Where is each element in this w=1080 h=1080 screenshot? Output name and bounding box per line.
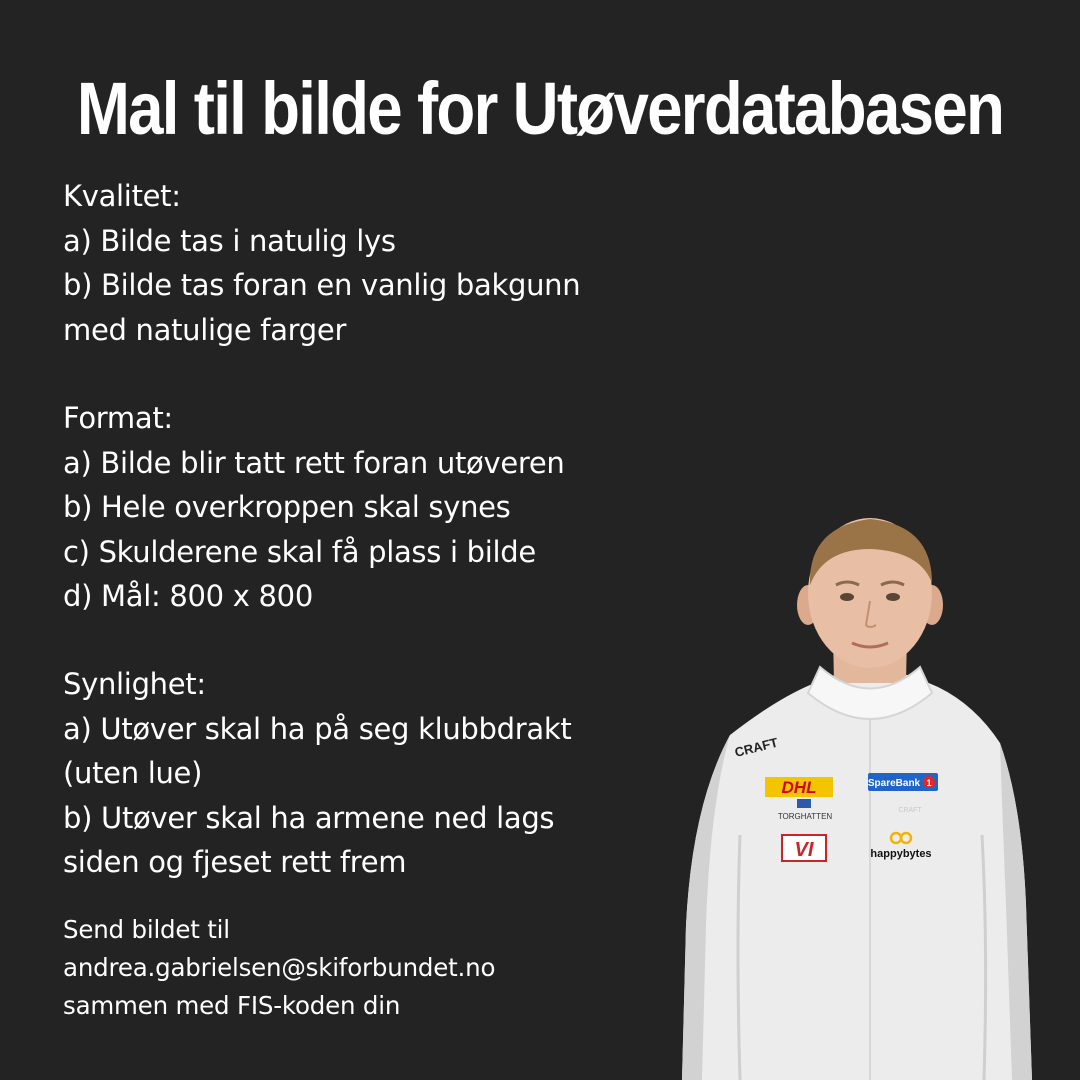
sparebank-logo: SpareBank [867,778,921,789]
dhl-logo: DHL [781,778,817,797]
section-line: a) Utøver skal ha på seg klubbdrakt [63,711,572,746]
section-line: siden og fjeset rett frem [63,845,407,879]
section-heading: Synlighet: [63,667,206,701]
section-format [63,396,663,619]
footer-email: andrea.gabrielsen@skiforbundet.no [63,953,496,982]
section-kvalitet [63,174,663,352]
page-title: Mal til bilde for Utøverdatabasen [76,67,1004,150]
footer-line: sammen med FIS-koden din [63,991,401,1020]
craft-small-logo: CRAFT [898,807,922,814]
craft-logo: CRAFT [733,734,780,760]
footer-line: Send bildet til [63,915,230,944]
section-line: d) Mål: 800 x 800 [63,579,313,613]
section-line: (uten lue) [63,756,203,790]
section-line: b) Bilde tas foran en vanlig bakgunn [63,268,581,302]
athlete-photo [670,505,1050,1080]
section-line: b) Hele overkroppen skal synes [63,490,511,524]
section-line: a) Bilde tas i natulig lys [63,223,396,258]
section-line: a) Bilde blir tatt rett foran utøveren [63,445,565,480]
section-heading: Format: [63,401,173,435]
footer-instructions [63,911,683,1025]
section-heading: Kvalitet: [63,179,181,213]
vi-logo: VI [794,839,814,861]
section-synlighet [63,662,663,885]
section-line: c) Skulderene skal få plass i bilde [63,534,536,569]
svg-text:1: 1 [926,778,932,788]
happybytes-logo: happybytes [870,848,932,860]
section-line: med natulige farger [63,312,347,347]
jersey [682,675,1032,1080]
torghatten-logo: TORGHATTEN [777,812,833,821]
section-line: b) Utøver skal ha armene ned lags [63,800,555,835]
